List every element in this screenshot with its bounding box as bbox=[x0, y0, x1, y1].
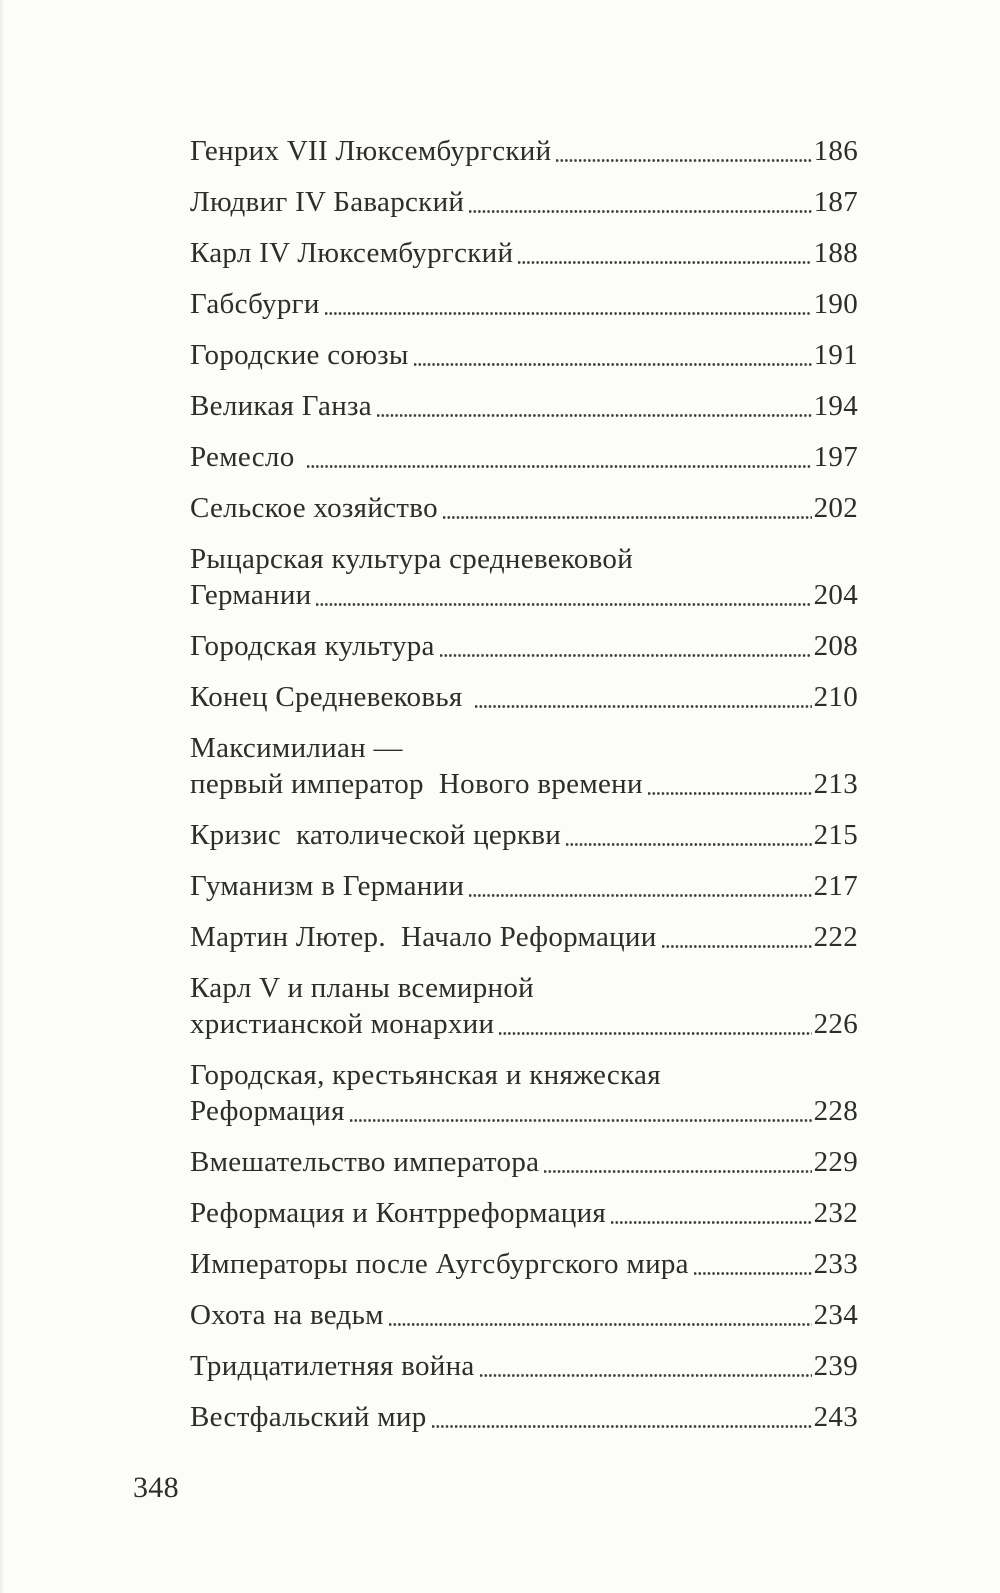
toc-entry bbox=[190, 1195, 858, 1231]
dot-leader bbox=[556, 133, 811, 169]
toc-entry-title: христианской монархии bbox=[190, 1008, 495, 1040]
dot-leader bbox=[475, 679, 812, 715]
toc-entry bbox=[190, 490, 858, 526]
dot-leader bbox=[325, 286, 812, 322]
toc-entry bbox=[190, 919, 858, 955]
toc-entry bbox=[190, 1297, 858, 1333]
toc-entry-last-line bbox=[190, 1144, 858, 1180]
toc-entry bbox=[190, 337, 858, 373]
toc-entry-page-number: 234 bbox=[813, 1299, 858, 1331]
toc-entry-title: Вмешательство императора bbox=[190, 1146, 540, 1178]
toc-entry-page-number: 190 bbox=[813, 288, 858, 320]
dot-leader bbox=[389, 1297, 812, 1333]
toc-entry-title: Карл IV Люксембургский bbox=[190, 237, 514, 269]
toc-entry-last-line bbox=[190, 577, 858, 613]
dot-leader bbox=[440, 628, 812, 664]
dot-leader bbox=[443, 490, 812, 526]
footer-page-number: 348 bbox=[133, 1471, 179, 1504]
toc-entry-last-line bbox=[190, 817, 858, 853]
toc-entry-title: Реформация и Контрреформация bbox=[190, 1197, 607, 1229]
toc-entry bbox=[190, 541, 858, 613]
toc-entry-title: Габсбурги bbox=[190, 288, 320, 320]
toc-entry bbox=[190, 1057, 858, 1129]
dot-leader bbox=[432, 1399, 812, 1435]
toc-entry bbox=[190, 868, 858, 904]
toc-entry bbox=[190, 439, 858, 475]
toc-entry-page-number: 222 bbox=[813, 921, 858, 953]
toc-entry-title: Тридцатилетняя война bbox=[190, 1350, 475, 1382]
dot-leader bbox=[316, 577, 811, 613]
toc-entry bbox=[190, 817, 858, 853]
toc-entry-page-number: 208 bbox=[813, 630, 858, 662]
toc-entry-page-number: 210 bbox=[813, 681, 858, 713]
toc-entry bbox=[190, 628, 858, 664]
dot-leader bbox=[377, 388, 812, 424]
toc-entry-title-line: Карл V и планы всемирной bbox=[190, 972, 534, 1004]
toc-entry-page-number: 187 bbox=[813, 186, 858, 218]
toc-entry-last-line bbox=[190, 235, 858, 271]
toc-entry bbox=[190, 388, 858, 424]
toc-entry-last-line bbox=[190, 1006, 858, 1042]
dot-leader bbox=[469, 184, 811, 220]
dot-leader bbox=[648, 766, 812, 802]
scan-edge-shadow bbox=[0, 0, 4, 1593]
dot-leader bbox=[566, 817, 811, 853]
toc-entry-title: Городская культура bbox=[190, 630, 435, 662]
toc-entry-last-line bbox=[190, 1348, 858, 1384]
toc-entry-page-number: 202 bbox=[813, 492, 858, 524]
toc-entry-last-line bbox=[190, 439, 858, 475]
toc-entry bbox=[190, 235, 858, 271]
toc-entry bbox=[190, 970, 858, 1042]
toc-entry-page-number: 194 bbox=[813, 390, 858, 422]
toc-entry-page-number: 239 bbox=[813, 1350, 858, 1382]
toc-entry-page-number: 197 bbox=[813, 441, 858, 473]
toc-entry-title: Городские союзы bbox=[190, 339, 409, 371]
toc-entry bbox=[190, 286, 858, 322]
toc-entry-title: Кризис католической церкви bbox=[190, 819, 562, 851]
toc-entry-last-line bbox=[190, 868, 858, 904]
toc-entry-title: Великая Ганза bbox=[190, 390, 372, 422]
toc-entry-title: Мартин Лютер. Начало Реформации bbox=[190, 921, 657, 953]
toc-entry-page-number: 215 bbox=[813, 819, 858, 851]
toc-entry-page-number: 204 bbox=[813, 579, 858, 611]
toc-entry-page-number: 191 bbox=[813, 339, 858, 371]
toc-entry-last-line bbox=[190, 1093, 858, 1129]
toc-entry-last-line bbox=[190, 766, 858, 802]
toc-entry-title: Людвиг IV Баварский bbox=[190, 186, 465, 218]
dot-leader bbox=[611, 1195, 812, 1231]
toc-entry-page-number: 226 bbox=[813, 1008, 858, 1040]
toc-entry-last-line bbox=[190, 628, 858, 664]
toc-entry-page-number: 232 bbox=[813, 1197, 858, 1229]
toc-entry-title: первый император Нового времени bbox=[190, 768, 643, 800]
toc-entry-page-number: 243 bbox=[813, 1401, 858, 1433]
dot-leader bbox=[307, 439, 812, 475]
toc-entry-last-line bbox=[190, 1195, 858, 1231]
toc-entry-last-line bbox=[190, 919, 858, 955]
toc-entry-last-line bbox=[190, 184, 858, 220]
toc-entry-page-number: 186 bbox=[813, 135, 858, 167]
dot-leader bbox=[544, 1144, 811, 1180]
toc-entry-last-line bbox=[190, 286, 858, 322]
toc-entry-title: Германии bbox=[190, 579, 312, 611]
toc-entry-page-number: 233 bbox=[813, 1248, 858, 1280]
toc-entry-last-line bbox=[190, 679, 858, 715]
dot-leader bbox=[480, 1348, 812, 1384]
dot-leader bbox=[414, 337, 812, 373]
toc-entry bbox=[190, 679, 858, 715]
toc-entry bbox=[190, 1246, 858, 1282]
dot-leader bbox=[469, 868, 811, 904]
dot-leader bbox=[518, 235, 811, 271]
toc-list bbox=[190, 133, 858, 1450]
dot-leader bbox=[694, 1246, 812, 1282]
toc-entry-last-line bbox=[190, 1399, 858, 1435]
toc-entry bbox=[190, 133, 858, 169]
toc-entry-title: Конец Средневековья bbox=[190, 681, 471, 713]
toc-entry-title-line: Максимилиан — bbox=[190, 732, 403, 764]
toc-entry-page-number: 229 bbox=[813, 1146, 858, 1178]
toc-entry bbox=[190, 1399, 858, 1435]
dot-leader bbox=[350, 1093, 812, 1129]
toc-entry-last-line bbox=[190, 490, 858, 526]
toc-entry-page-number: 217 bbox=[813, 870, 858, 902]
toc-entry-last-line bbox=[190, 388, 858, 424]
toc-entry bbox=[190, 1144, 858, 1180]
toc-entry-title-line: Городская, крестьянская и княжеская bbox=[190, 1059, 661, 1091]
toc-entry-title: Вестфальский мир bbox=[190, 1401, 427, 1433]
toc-entry-title: Охота на ведьм bbox=[190, 1299, 384, 1331]
toc-entry bbox=[190, 184, 858, 220]
toc-entry-title: Генрих VII Люксембургский bbox=[190, 135, 552, 167]
dot-leader bbox=[662, 919, 812, 955]
toc-entry bbox=[190, 1348, 858, 1384]
toc-entry-last-line bbox=[190, 133, 858, 169]
toc-entry-last-line bbox=[190, 337, 858, 373]
toc-entry-page-number: 228 bbox=[813, 1095, 858, 1127]
toc-entry-title: Императоры после Аугсбургского мира bbox=[190, 1248, 689, 1280]
dot-leader bbox=[499, 1006, 811, 1042]
toc-entry-title: Гуманизм в Германии bbox=[190, 870, 465, 902]
toc-entry-page-number: 188 bbox=[813, 237, 858, 269]
toc-entry-title: Реформация bbox=[190, 1095, 345, 1127]
toc-entry-title-line: Рыцарская культура средневековой bbox=[190, 543, 634, 575]
toc-entry-title: Сельское хозяйство bbox=[190, 492, 438, 524]
toc-entry bbox=[190, 730, 858, 802]
toc-entry-last-line bbox=[190, 1297, 858, 1333]
toc-entry-title: Ремесло bbox=[190, 441, 303, 473]
toc-entry-last-line bbox=[190, 1246, 858, 1282]
toc-entry-page-number: 213 bbox=[813, 768, 858, 800]
